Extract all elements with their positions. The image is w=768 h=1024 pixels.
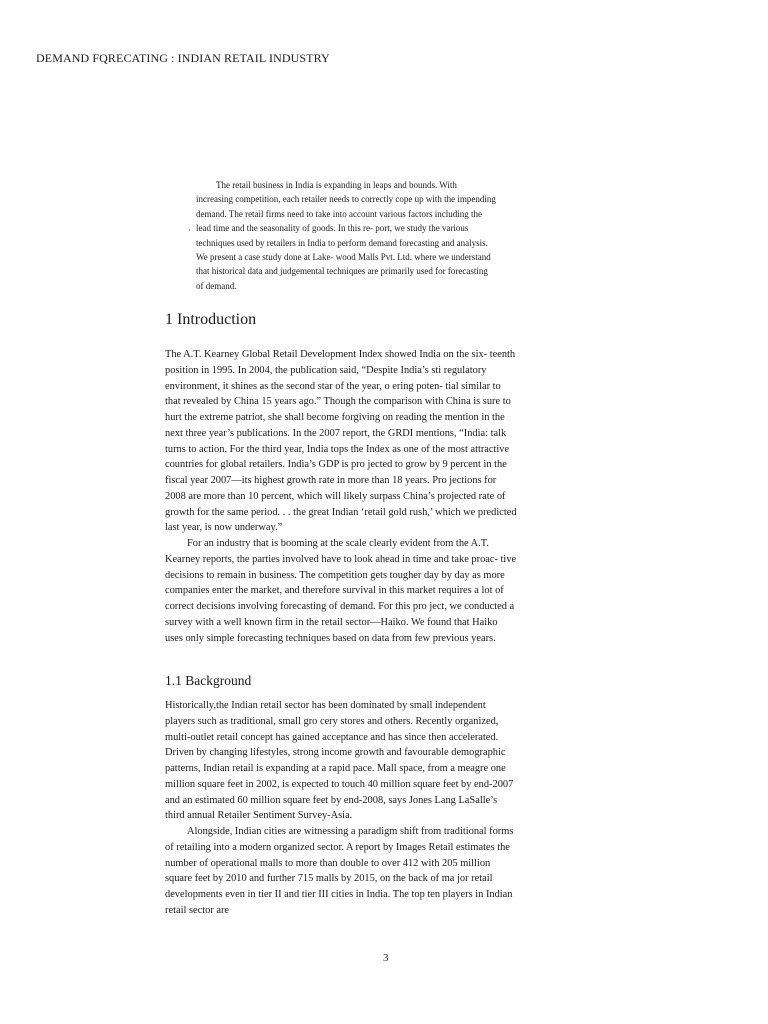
abstract (188, 178, 496, 293)
section-title-introduction: 1 Introduction (165, 311, 257, 328)
introduction-paragraph-1: The A.T. Kearney Global Retail Development Index showed India on the six- teenth position in 1995. In 2004, the publication said, “Despite India’s sti regulatory environment, it shines as the second star of the year, o ering poten- tial similar to that revealed by China 15 years ago.” Though the comparison with China is sure to hurt the extreme patriot, she shall become forgiving on reading the mention in the next three year’s publications. In the 2007 report, the GRDI mentions, “India: talk turns to action. For the third year, India tops the Index as one of the most attractive countries for global retailers. India’s GDP is pro jected to grow by 9 percent in the fiscal year 2007—its highest growth rate in more than 18 years. Pro jections for 2008 are more than 10 percent, which will likely surpass China’s projected rate of growth for the same period. . . the great Indian ‘retail gold rush,’ which we predicted last year, is now underway.” (165, 349, 517, 534)
background-paragraph-1: Historically,the Indian retail sector has been dominated by small independent players such as traditional, small gro cery stores and others. Recently organized, multi-outlet retail concept has gained acceptance and has since then accelerated. Driven by changing lifestyles, strong income growth and favourable demographic patterns, Indian retail is expanding at a rapid pace. Mall space, from a meagre one million square feet in 2002, is expected to touch 40 million square feet by end-2007 and an estimated 60 million square feet by end-2008, says Jones Lang LaSalle’s third annual Retailer Sentiment Survey-Asia. (165, 700, 514, 822)
abstract-side-mark: · (188, 225, 191, 235)
introduction-paragraph-2: For an industry that is booming at the scale clearly evident from the A.T. Kearney reports, the parties involved have to look ahead in time and take proac- tive decisions to remain in business. The competition gets tougher day by day as more companies enter the market, and therefore survival in this market requires a lot of correct decisions involving forecasting of demand. For this pro ject, we conducted a survey with a well known firm in the retail sector—Haiko. We found that Haiko uses only simple forecasting techniques based on data from few previous years. (165, 538, 517, 644)
abstract-paragraph: The retail business in India is expanding in leaps and bounds. With increasing competition, each retailer needs to correctly cope up with the impending demand. The retail firms need to take into account various factors including the lead time and the seasonality of goods. In this re- port, we study the various techniques used by retailers in India to perform demand forecasting and analysis. We present a case study done at Lake- wood Malls Pvt. Ltd. where we understand that historical data and judgemental techniques are primarily used for forecasting of demand. (196, 180, 496, 291)
background-paragraph-2: Alongside, Indian cities are witnessing a paradigm shift from traditional forms of retailing into a modern organized sector. A report by Images Retail estimates the number of operational malls to more than double to over 412 with 205 million square feet by 2010 and further 715 malls by 2015, on the back of ma jor retail developments even in tier II and tier III cities in India. The top ten players in Indian retail sector are (165, 826, 514, 916)
introduction-body (165, 347, 517, 646)
background-body (165, 698, 517, 919)
running-header: DEMAND FQRECATING : INDIAN RETAIL INDUSTRY (36, 51, 330, 65)
subsection-title-background: 1.1 Background (165, 673, 252, 688)
page-number: 3 (383, 952, 389, 964)
